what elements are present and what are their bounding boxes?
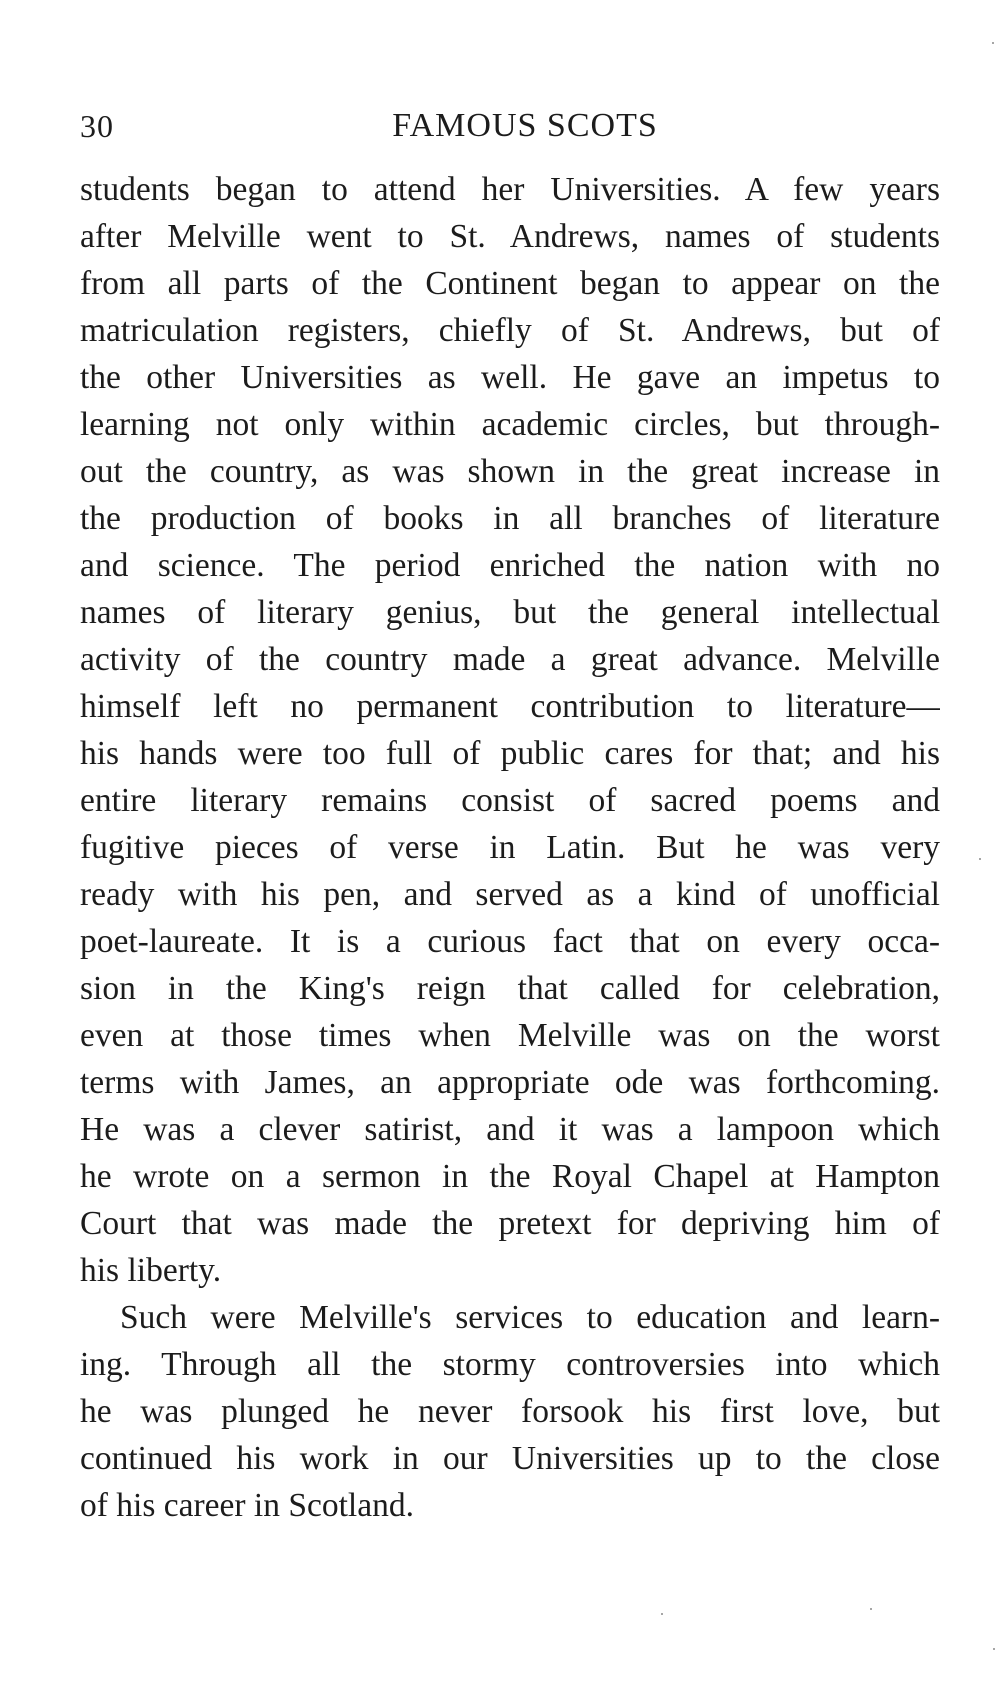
text-line: continued his work in our Universities up to the close (80, 1440, 940, 1477)
running-title: FAMOUS SCOTS (392, 107, 658, 144)
text-line: of his career in Scotland. (80, 1487, 414, 1524)
text-line: the production of books in all branches of literature (80, 500, 940, 537)
text-line: himself left no permanent contribution to literature— (80, 688, 940, 725)
text-line: terms with James, an appropriate ode was forthcoming. (80, 1064, 940, 1101)
text-line: and science. The period enriched the nation with no (80, 547, 940, 584)
scan-speck (979, 858, 981, 860)
paragraph (80, 1294, 940, 1529)
text-line: after Melville went to St. Andrews, names of students (80, 218, 940, 255)
scan-speck (870, 1608, 872, 1610)
text-line: his hands were too full of public cares for that; and his (80, 735, 940, 772)
scan-speck (993, 1648, 995, 1650)
text-line: he wrote on a sermon in the Royal Chapel at Hampton (80, 1158, 940, 1195)
text-line: entire literary remains consist of sacred poems and (80, 782, 940, 819)
text-line: his liberty. (80, 1252, 222, 1289)
text-line: sion in the King's reign that called for celebration, (80, 970, 940, 1007)
text-line: from all parts of the Continent began to appear on the (80, 265, 940, 302)
text-line: fugitive pieces of verse in Latin. But he was very (80, 829, 940, 866)
text-line: even at those times when Melville was on the worst (80, 1017, 940, 1054)
text-line: ing. Through all the stormy controversies into which (80, 1346, 940, 1383)
text-line: students began to attend her Universities. A few years (80, 171, 940, 208)
text-line: the other Universities as well. He gave an impetus to (80, 359, 940, 396)
page-number: 30 (80, 108, 114, 144)
scan-speck (661, 1613, 663, 1615)
running-head (80, 104, 940, 148)
text-line: Court that was made the pretext for depriving him of (80, 1205, 940, 1242)
text-line: matriculation registers, chiefly of St. Andrews, but of (80, 312, 940, 349)
body-text (80, 166, 940, 1529)
text-line: activity of the country made a great advance. Melville (80, 641, 940, 678)
text-line: poet-laureate. It is a curious fact that on every occa- (80, 923, 940, 960)
text-line: out the country, as was shown in the great increase in (80, 453, 940, 490)
text-line: names of literary genius, but the general intellectual (80, 594, 940, 631)
text-line: he was plunged he never forsook his first love, but (80, 1393, 940, 1430)
scan-speck (992, 42, 994, 44)
paragraph (80, 166, 940, 1294)
text-line: ready with his pen, and served as a kind of unofficial (80, 876, 940, 913)
text-line: learning not only within academic circles, but through- (80, 406, 940, 443)
text-line: Such were Melville's services to education and learn- (120, 1299, 940, 1336)
text-line: He was a clever satirist, and it was a lampoon which (80, 1111, 940, 1148)
